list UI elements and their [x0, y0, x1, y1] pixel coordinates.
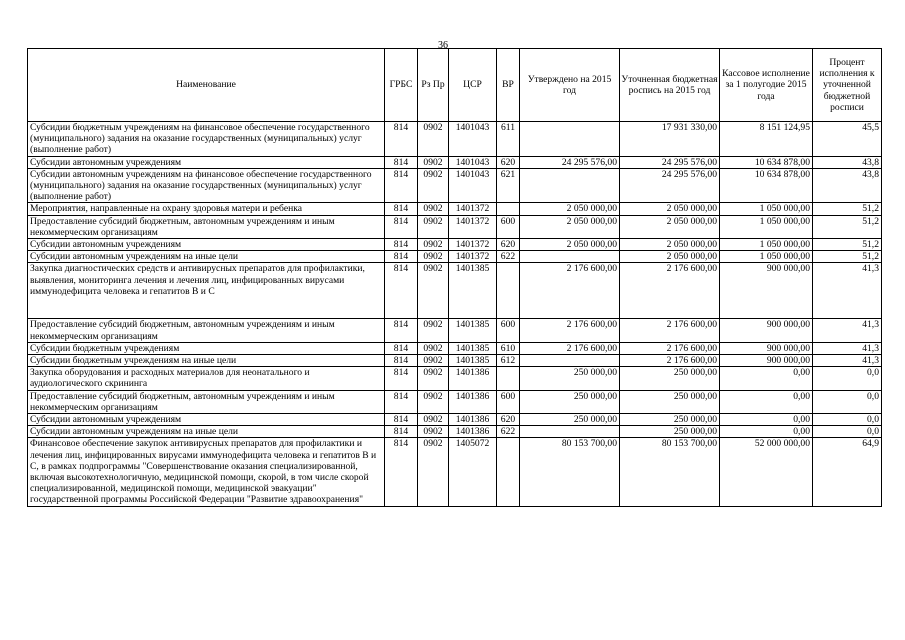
cell-name: Закупка оборудования и расходных материалов для неонатального и аудиологического скрининга [28, 367, 385, 390]
cell-rzpr: 0902 [418, 426, 449, 438]
cell-revised: 2 176 600,00 [620, 263, 720, 319]
cell-vr: 600 [497, 390, 520, 413]
table-row [28, 355, 882, 367]
cell-percent: 51,2 [813, 239, 882, 251]
cell-csr: 1401386 [449, 367, 497, 390]
cell-name: Субсидии бюджетным учреждениям на иные цели [28, 355, 385, 367]
cell-cash: 900 000,00 [720, 319, 813, 342]
cell-cash: 1 050 000,00 [720, 251, 813, 263]
cell-csr: 1401043 [449, 156, 497, 168]
cell-rzpr: 0902 [418, 122, 449, 157]
cell-approved: 2 050 000,00 [520, 215, 620, 238]
cell-approved: 2 176 600,00 [520, 319, 620, 342]
cell-cash: 900 000,00 [720, 342, 813, 354]
cell-vr: 610 [497, 342, 520, 354]
cell-percent: 0,0 [813, 414, 882, 426]
cell-csr: 1401372 [449, 215, 497, 238]
header-row [28, 49, 882, 122]
cell-grbs: 814 [385, 355, 418, 367]
cell-rzpr: 0902 [418, 319, 449, 342]
cell-name: Предоставление субсидий бюджетным, автономным учреждениям и иным некоммерческим организациям [28, 390, 385, 413]
cell-approved: 250 000,00 [520, 390, 620, 413]
cell-grbs: 814 [385, 367, 418, 390]
table-row [28, 203, 882, 215]
cell-revised: 2 050 000,00 [620, 239, 720, 251]
cell-revised: 2 176 600,00 [620, 319, 720, 342]
cell-revised: 2 176 600,00 [620, 355, 720, 367]
cell-name: Финансовое обеспечение закупок антивирусных препаратов для профилактики и лечения лиц, инфицированных вирусами иммунодефицита человека и гепатитов В и С, в рамках подпрограммы "Совершенствование оказания специализированной, включая высокотехнологичную, медицинской помощи, скорой, в том числе скорой специализированной, медицинской помощи, медицинской эвакуации" государственной программы Российской Федерации "Развитие здравоохранения" [28, 438, 385, 506]
cell-approved: 80 153 700,00 [520, 438, 620, 506]
cell-approved: 2 050 000,00 [520, 239, 620, 251]
table-body [28, 122, 882, 507]
cell-name: Предоставление субсидий бюджетным, автономным учреждениям и иным некоммерческим организациям [28, 319, 385, 342]
cell-csr: 1401043 [449, 122, 497, 157]
cell-cash: 10 634 878,00 [720, 156, 813, 168]
cell-cash: 0,00 [720, 414, 813, 426]
cell-cash: 10 634 878,00 [720, 168, 813, 203]
cell-grbs: 814 [385, 122, 418, 157]
table-row [28, 367, 882, 390]
cell-vr: 620 [497, 239, 520, 251]
cell-rzpr: 0902 [418, 251, 449, 263]
cell-percent: 0,0 [813, 367, 882, 390]
cell-approved: 250 000,00 [520, 367, 620, 390]
cell-revised: 250 000,00 [620, 414, 720, 426]
cell-cash: 8 151 124,95 [720, 122, 813, 157]
cell-percent: 64,9 [813, 438, 882, 506]
cell-csr: 1401043 [449, 168, 497, 203]
cell-csr: 1401385 [449, 263, 497, 319]
cell-revised: 250 000,00 [620, 390, 720, 413]
cell-vr: 620 [497, 414, 520, 426]
cell-grbs: 814 [385, 215, 418, 238]
cell-cash: 900 000,00 [720, 263, 813, 319]
cell-percent: 43,8 [813, 156, 882, 168]
table-row [28, 426, 882, 438]
cell-rzpr: 0902 [418, 215, 449, 238]
cell-percent: 45,5 [813, 122, 882, 157]
page-number: 36 [438, 40, 448, 51]
cell-revised: 2 176 600,00 [620, 342, 720, 354]
cell-vr: 611 [497, 122, 520, 157]
table-row [28, 342, 882, 354]
cell-percent: 41,3 [813, 263, 882, 319]
table-row [28, 438, 882, 506]
cell-approved [520, 122, 620, 157]
cell-vr [497, 367, 520, 390]
cell-name: Предоставление субсидий бюджетным, автономным учреждениям и иным некоммерческим организациям [28, 215, 385, 238]
cell-csr: 1401385 [449, 319, 497, 342]
cell-vr [497, 263, 520, 319]
cell-csr: 1401372 [449, 251, 497, 263]
cell-cash: 0,00 [720, 367, 813, 390]
table-row [28, 168, 882, 203]
cell-revised: 24 295 576,00 [620, 168, 720, 203]
cell-csr: 1401386 [449, 414, 497, 426]
cell-rzpr: 0902 [418, 390, 449, 413]
cell-name: Субсидии бюджетным учреждениям [28, 342, 385, 354]
cell-name: Субсидии автономным учреждениям на финансовое обеспечение государственного (муниципального) задания на оказание государственных (муниципальных) услуг (выполнение работ) [28, 168, 385, 203]
table-row [28, 239, 882, 251]
cell-grbs: 814 [385, 263, 418, 319]
cell-rzpr: 0902 [418, 367, 449, 390]
table-row [28, 156, 882, 168]
cell-percent: 51,2 [813, 203, 882, 215]
table-row [28, 390, 882, 413]
cell-csr: 1401385 [449, 342, 497, 354]
cell-vr: 622 [497, 251, 520, 263]
cell-csr: 1405072 [449, 438, 497, 506]
cell-percent: 0,0 [813, 426, 882, 438]
cell-revised: 24 295 576,00 [620, 156, 720, 168]
cell-vr: 600 [497, 215, 520, 238]
budget-table [27, 48, 882, 507]
cell-grbs: 814 [385, 168, 418, 203]
header-revised: Уточненная бюджетная роспись на 2015 год [620, 49, 720, 122]
cell-percent: 41,3 [813, 319, 882, 342]
cell-revised: 2 050 000,00 [620, 251, 720, 263]
cell-percent: 41,3 [813, 355, 882, 367]
table-row [28, 263, 882, 319]
header-vr: ВР [497, 49, 520, 122]
cell-csr: 1401372 [449, 239, 497, 251]
cell-csr: 1401385 [449, 355, 497, 367]
cell-grbs: 814 [385, 426, 418, 438]
cell-cash: 1 050 000,00 [720, 239, 813, 251]
header-cash: Кассовое исполнение за 1 полугодие 2015 года [720, 49, 813, 122]
cell-vr: 620 [497, 156, 520, 168]
cell-approved: 24 295 576,00 [520, 156, 620, 168]
header-csr: ЦСР [449, 49, 497, 122]
cell-cash: 0,00 [720, 426, 813, 438]
cell-name: Закупка диагностических средств и антивирусных препаратов для профилактики, выявления, мониторинга лечения и лечения лиц, инфицированных вирусами иммунодефицита человека и гепатитов В и С [28, 263, 385, 319]
cell-approved [520, 426, 620, 438]
cell-name: Субсидии автономным учреждениям [28, 156, 385, 168]
cell-rzpr: 0902 [418, 203, 449, 215]
cell-approved: 2 176 600,00 [520, 342, 620, 354]
table-row [28, 414, 882, 426]
cell-csr: 1401372 [449, 203, 497, 215]
cell-approved: 250 000,00 [520, 414, 620, 426]
cell-csr: 1401386 [449, 426, 497, 438]
table-row [28, 251, 882, 263]
cell-approved [520, 251, 620, 263]
cell-revised: 2 050 000,00 [620, 203, 720, 215]
cell-approved [520, 355, 620, 367]
cell-revised: 250 000,00 [620, 367, 720, 390]
cell-csr: 1401386 [449, 390, 497, 413]
cell-vr [497, 438, 520, 506]
header-name: Наименование [28, 49, 385, 122]
cell-grbs: 814 [385, 203, 418, 215]
cell-revised: 17 931 330,00 [620, 122, 720, 157]
header-rzpr: Рз Пр [418, 49, 449, 122]
cell-name: Субсидии автономным учреждениям [28, 414, 385, 426]
cell-percent: 43,8 [813, 168, 882, 203]
cell-grbs: 814 [385, 239, 418, 251]
cell-grbs: 814 [385, 438, 418, 506]
cell-approved: 2 050 000,00 [520, 203, 620, 215]
cell-rzpr: 0902 [418, 414, 449, 426]
cell-grbs: 814 [385, 342, 418, 354]
cell-rzpr: 0902 [418, 355, 449, 367]
table-row [28, 122, 882, 157]
table-row [28, 215, 882, 238]
table-row [28, 319, 882, 342]
header-grbs: ГРБС [385, 49, 418, 122]
cell-vr: 600 [497, 319, 520, 342]
header-approved: Утверждено на 2015 год [520, 49, 620, 122]
cell-grbs: 814 [385, 390, 418, 413]
cell-vr [497, 203, 520, 215]
cell-grbs: 814 [385, 156, 418, 168]
header-percent: Процент исполнения к уточненной бюджетной росписи [813, 49, 882, 122]
cell-vr: 621 [497, 168, 520, 203]
cell-cash: 52 000 000,00 [720, 438, 813, 506]
cell-percent: 41,3 [813, 342, 882, 354]
cell-revised: 250 000,00 [620, 426, 720, 438]
cell-percent: 51,2 [813, 251, 882, 263]
cell-name: Мероприятия, направленные на охрану здоровья матери и ребенка [28, 203, 385, 215]
cell-rzpr: 0902 [418, 168, 449, 203]
cell-cash: 1 050 000,00 [720, 215, 813, 238]
cell-grbs: 814 [385, 414, 418, 426]
cell-name: Субсидии автономным учреждениям [28, 239, 385, 251]
cell-name: Субсидии автономным учреждениям на иные цели [28, 426, 385, 438]
cell-cash: 0,00 [720, 390, 813, 413]
cell-rzpr: 0902 [418, 263, 449, 319]
cell-vr: 612 [497, 355, 520, 367]
cell-approved: 2 176 600,00 [520, 263, 620, 319]
cell-rzpr: 0902 [418, 342, 449, 354]
cell-rzpr: 0902 [418, 438, 449, 506]
cell-name: Субсидии бюджетным учреждениям на финансовое обеспечение государственного (муниципального) задания на оказание государственных (муниципальных) услуг (выполнение работ) [28, 122, 385, 157]
cell-vr: 622 [497, 426, 520, 438]
cell-revised: 80 153 700,00 [620, 438, 720, 506]
cell-cash: 900 000,00 [720, 355, 813, 367]
cell-approved [520, 168, 620, 203]
cell-percent: 0,0 [813, 390, 882, 413]
cell-percent: 51,2 [813, 215, 882, 238]
cell-rzpr: 0902 [418, 156, 449, 168]
cell-name: Субсидии автономным учреждениям на иные цели [28, 251, 385, 263]
cell-grbs: 814 [385, 251, 418, 263]
cell-rzpr: 0902 [418, 239, 449, 251]
cell-grbs: 814 [385, 319, 418, 342]
cell-cash: 1 050 000,00 [720, 203, 813, 215]
cell-revised: 2 050 000,00 [620, 215, 720, 238]
